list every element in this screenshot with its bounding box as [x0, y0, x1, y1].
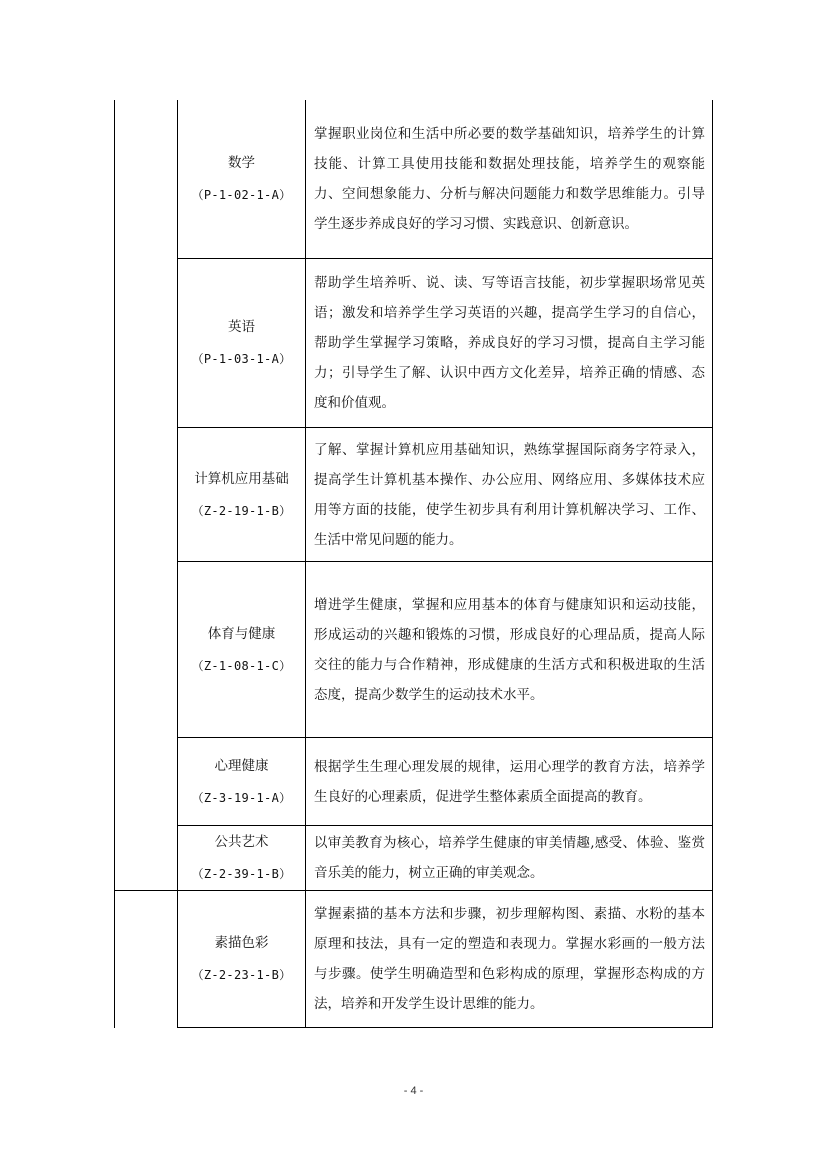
table-row-math-name [178, 100, 305, 258]
course-code: （Z-2-19-1-B） [191, 503, 292, 518]
course-description: 根据学生生理心理发展的规律，运用心理学的教育方法，培养学生良好的心理素质，促进学生整体素质全面提高的教育。 [314, 758, 705, 805]
table-bottom-border [177, 1027, 713, 1028]
table-row-pe-description [306, 562, 712, 737]
outer-left-border [114, 100, 115, 1028]
course-code: （Z-2-23-1-B） [191, 968, 292, 982]
course-name: 英语 [228, 319, 255, 335]
course-name: 体育与健康 [207, 625, 276, 642]
course-code: （Z-3-19-1-A） [191, 790, 292, 805]
course-description: 帮助学生培养听、说、读、写等语言技能，初步掌握职场常见英语；激发和培养学生学习英语的兴趣，提高学生学习的自信心，帮助学生掌握学习策略，养成良好的学习习惯，提高自主学习能力；引导学生了解、认识中西方文化差异，培养正确的情感、态度和价值观。 [314, 275, 705, 411]
outer-right-border [712, 100, 713, 1028]
course-code: （P-1-02-1-A） [191, 188, 292, 202]
table-row-art-description [306, 826, 712, 890]
course-name: 计算机应用基础 [194, 470, 289, 487]
course-description: 增进学生健康，掌握和应用基本的体育与健康知识和运动技能，形成运动的兴趣和锻炼的习惯，形成良好的心理品质，提高人际交往的能力与合作精神，形成健康的生活方式和积极进取的生活态度，提高少数学生的运动技术水平。 [314, 596, 705, 703]
table-row-math-description [306, 100, 712, 258]
table-row-english-description [306, 259, 712, 427]
course-description: 掌握职业岗位和生活中所必要的数学基础知识，培养学生的计算技能、计算工具使用技能和数据处理技能，培养学生的观察能力、空间想象能力、分析与解决问题能力和数学思维能力。引导学生逐步养成良好的学习习惯、实践意识、创新意识。 [314, 126, 705, 232]
course-name: 公共艺术 [214, 834, 269, 850]
course-code: （Z-2-39-1-B） [191, 867, 292, 881]
course-code: （Z-1-08-1-C） [191, 658, 292, 673]
table-row-english-name [178, 259, 305, 427]
course-description: 以审美教育为核心，培养学生健康的审美情趣,感受、体验、鉴赏音乐美的能力，树立正确的审美观念。 [314, 835, 705, 881]
course-name: 心理健康 [214, 757, 269, 774]
table-row-mental-health-description [306, 738, 712, 825]
course-code: （P-1-03-1-A） [191, 352, 292, 366]
table-row-art-name [178, 826, 305, 890]
table-row-sketch-name [178, 891, 305, 1027]
course-description: 了解、掌握计算机应用基础知识，熟练掌握国际商务字符录入，提高学生计算机基本操作、办公应用、网络应用、多媒体技术应用等方面的技能，使学生初步具有利用计算机解决学习、工作、生活中常见问题的能力。 [314, 441, 705, 548]
page-number: - 4 - [403, 1085, 424, 1097]
table-row-sketch-description [306, 891, 712, 1027]
table-row-pe-name [178, 562, 305, 737]
course-description: 掌握素描的基本方法和步骤，初步理解构图、素描、水粉的基本原理和技法，具有一定的塑造和表现力。掌握水彩画的一般方法与步骤。使学生明确造型和色彩构成的原理，掌握形态构成的方法，培养和开发学生设计思维的能力。 [314, 906, 705, 1012]
table-row-mental-health-name [178, 738, 305, 825]
table-row-computer-description [306, 428, 712, 561]
course-name: 数学 [228, 155, 255, 171]
table-row-computer-name [178, 428, 305, 561]
course-name: 素描色彩 [214, 935, 269, 951]
